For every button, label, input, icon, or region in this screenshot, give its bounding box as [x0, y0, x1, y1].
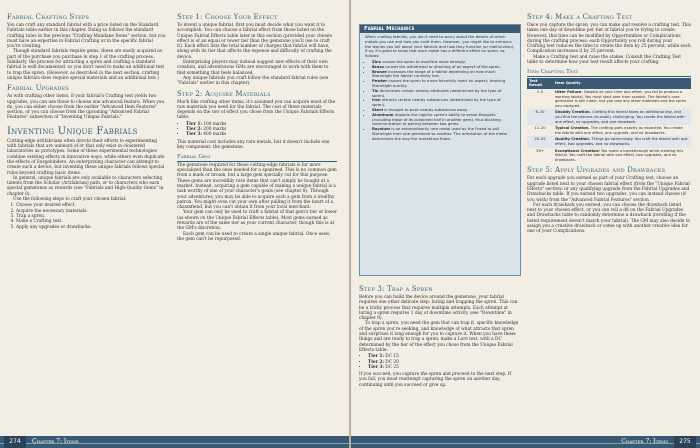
paragraph: Once you capture the spren, you can make and resolve a crafting test. This takes one day of downtime per tier of fabrial you're trying to create. However, this time can be modified by Opportunities or Complications during the crafting process: each Opportunity you roll during your Crafting test reduces the time to create the item by 25 percent, while each Complication increases it by 25 percent.	[527, 23, 691, 55]
sidebar-intro: When crafting fabrials, you don't need to worry about the details of which metals you use and how you craft them. However, you might like to enhance the stories you tell about your fabrials and how they function (or malfunction). If so, it's good to know that each metal has a different effect on spren, as follows:	[365, 34, 515, 59]
list-item: • Bronze increases the range of a fabrial depending on how much Stormlight the fabrial currently has.	[372, 70, 515, 80]
list-item: • Zinc causes the spren to manifest more strongly.	[372, 60, 515, 65]
lore-dc-list	[359, 354, 519, 370]
paragraph: As with crafting other items, if your fabrial's Crafting test yields two upgrades, you can use those to choose one advanced feature. When you do, you can either choose from the earlier "Advanced Item Features" section, or you can choose from the upcoming "Advanced Fabrial Features" subsection of "Inventing Unique Fabrials."	[7, 94, 165, 121]
sidebar-title: Fabrial Mechanics	[360, 25, 520, 33]
paragraph: To trap a spren, you need the gem that can trap it, specific knowledge of the spren you're seeking, and knowledge of what attracts that spren and surprises it long enough for you to capture it. When you have these things and are ready to trap a spren, make a Lore test, with a DC determined by the tier of the effect you chose from the Unique Fabrial Effects table:	[359, 321, 519, 353]
table-row	[527, 148, 691, 164]
paragraph: Enterprising players may instead suggest new effects of their own creation, and adventurous GMs are encouraged to work with them to find something that feels balanced.	[177, 60, 329, 76]
list-item: • Tier 1: DC 15	[368, 354, 519, 359]
table-cell: Shoddy Creation. Crafting this fabrial takes an additional day, and you find the process unusually challenging. You create the fabrial with one effect, no upgrades, and one drawback.	[553, 109, 691, 125]
list-item: 3. Trap a spren.	[16, 214, 167, 219]
fabrial-upgrades-heading: Fabrial Upgrades	[7, 84, 69, 93]
paragraph: Though standard fabrials require gems, these are easily acquired as part of the purchase you purchase in step 1 of the crafting process. Similarly, the process for attracting a spren and crafting a standard fabrial is well documented, so you don't need to make an additional test to trap the spren. (However, as described in the next section, crafting unique fabrials does require special materials and an additional test.)	[7, 49, 165, 81]
left-column-1	[7, 10, 167, 232]
list-item: • Aluminum impacts the captive spren's ability to sense thoughts (including those of its conjoined half in another gem), thus blocking communication or pairing between two gems.	[372, 113, 515, 127]
list-item: • Pewter causes the spren to move forcefully exert an aspect, draining Stormlight quickly.	[372, 79, 515, 89]
paragraph: In general, unique fabrials are only available to characters selecting talents from the Scholar (Artifabrian) path, or to characters who earn special gemstones as rewards (see "Fabrials and High-Quality Gems" in chapter 8).	[7, 175, 164, 197]
fabrial-crafting-steps-heading: Fabrial Crafting Steps	[7, 13, 90, 21]
step3-heading: Step 3: Trap a Spren	[359, 285, 433, 293]
list-item: • Tier 3: 400 marks	[186, 132, 337, 137]
table-header-row	[527, 78, 691, 89]
list-item: • Raysium is an extraordinarily rare metal used by the Fused to pull Stormlight from one gemstone to another. The orientation of the metal determines the way the Investiture flows.	[372, 127, 515, 141]
table-row	[527, 89, 691, 109]
left-page-number: 274	[4, 436, 26, 448]
trap-section	[359, 282, 519, 388]
step4-heading: Step 4: Make a Crafting Test	[527, 13, 633, 21]
list-item: 5. Apply any upgrades or drawbacks.	[16, 225, 167, 230]
list-item: 4. Make a Crafting test.	[16, 219, 167, 224]
paragraph: Much like crafting other items, it's assumed you can acquire most of the raw materials you need for the fabrial. The cost of these materials depends on the tier of effect you chose from the Unique Fabrials Effects table:	[177, 99, 336, 121]
list-item: • Tier 1: 100 marks	[186, 122, 337, 127]
table-row	[527, 136, 691, 147]
list-item: 1. Choose your desired effect.	[16, 203, 167, 208]
material-cost-list	[177, 122, 337, 138]
list-item: • Tier 2: 200 marks	[186, 127, 337, 132]
left-chapter-label: Chapter 7: Items	[32, 438, 79, 445]
table-cell: Typical Creation. The crafting goes exactly as expected. You create the fabrial with one effect, one upgrade, and no drawbacks.	[555, 126, 683, 135]
table-cell: 1–5	[536, 90, 544, 95]
left-page	[0, 0, 349, 448]
inventing-unique-fabrials-heading: Inventing Unique Fabrials	[7, 125, 138, 137]
right-column-2	[527, 10, 691, 235]
step2-heading: Step 2: Acquire Materials	[177, 89, 271, 98]
paragraph: This material cost includes any rare metals, but it doesn't include one key component: the gemstone.	[177, 139, 330, 150]
paragraph: For each upgrade you earned as part of your Crafting test, choose an upgrade listed next to your chosen fabrial effect (from the "Unique Fabrial Effects" section) or any qualifying upgrade from the Fabrial Upgrades and Drawbacks table. If you earned two upgrades, you can instead choose (if you wish) from the "Advanced Fabrial Features" section.	[527, 176, 690, 203]
table-cell: 26+	[536, 148, 544, 153]
left-column-2	[177, 10, 337, 242]
crafting-steps-list	[7, 203, 167, 229]
paragraph: Before you can build the device around the gemstone, your fabrial requires one other delicate step: luring and trapping the spren. This can be a tricky process that requires multiple attempts. Each attempt at luring a spren requires 1 day of downtime activity (see "Downtime" in chapter 9).	[359, 295, 518, 322]
table-row	[527, 109, 691, 125]
metal-effects-list	[365, 60, 515, 142]
paragraph: Cutting-edge artifabrians often devote their efforts to experimenting with fabrials that are unheard of or that only exist in cloistered laboratories as prototypes. Some of these experimental technologies combine existing effects in innovative ways, while others even duplicate the effects of Surgebinders. An enterprising character can attempt to create such a device, but inventing these unique fabrials follows special rules beyond crafting basic items.	[7, 138, 165, 176]
fabrial-gem-heading: Fabrial Gem	[177, 154, 337, 162]
table-cell: 20–25	[527, 136, 553, 147]
paragraph: The gemstone required for these cutting-edge fabrials is far more specialized than the ones needed for a spanreed. This is no common gem from a mark or broam, but a large gem specially cut for this purpose. These gems are incredibly rare items that can't simply be bought at a market. Instead, acquiring a gem capable of making a unique fabrial is a task worthy of one of your character's goals (see chapter 8). Through your adventures, you may be able to acquire such a gem from a wealthy patron. You might even cut your own after pulling it from the heart of a chasmfiend, but you can't obtain it from your local merchant.	[177, 162, 337, 211]
table-cell: 11–20	[534, 126, 546, 131]
fabrial-mechanics-sidebar	[359, 24, 521, 276]
list-item: • Brass causes the withdrawal or dimming of an aspect of the spren.	[372, 65, 515, 70]
paragraph: Each gem can be used to create a single unique fabrial. Once used, the gem can't be repurposed.	[177, 231, 331, 242]
table-cell: 6–10	[527, 109, 553, 125]
paragraph: Your gem can only be used to craft a fabrial of that gem's tier or lower (as shown on the Unique Fabrial Effects table). Most gems earned as rewards are of the same tier as your current character, though this is at the GM's discretion.	[177, 210, 337, 232]
paragraph: If you succeed, you capture the spren and proceed to the next step. If you fail, you must reattempt capturing the spren on another day, continuing until you succeed or give up.	[359, 372, 512, 388]
list-item: • Steel is thought to push nearby substances away.	[372, 108, 515, 113]
table-cell: Utter Failure. Despite all your time and effort, you fail to produce a working fabrial. You must start over from scratch. The fabrial's core gemstone is still intact, but you lose any other materials and the spren you captured.	[555, 90, 687, 108]
table-cell: Quality Creation. Things go swimmingly. You craft the fabrial with one effect, two upgrades, and no drawbacks.	[553, 136, 691, 147]
table-header: Test Result	[527, 78, 553, 89]
step5-heading: Step 5: Apply Upgrades and Drawbacks	[527, 166, 666, 175]
table-header: Item Quality	[553, 78, 691, 89]
right-footer-bar	[351, 436, 700, 448]
paragraph: Any unique fabrials you craft follow the standard fabrial rules (see "Fabrials" earlier in this chapter).	[177, 75, 329, 87]
table-cell: Exceptional Creation! You make a breakthrough while creating this fabrial. You craft the fabrial with one effect, two upgrades, and no drawbacks.	[555, 148, 684, 162]
left-footer-bar	[0, 436, 349, 448]
list-item: • Tier 3: DC 25	[368, 365, 519, 370]
right-page	[351, 0, 700, 448]
sidebar-body	[360, 33, 520, 146]
step1-heading: Step 1: Choose Your Effect	[177, 13, 278, 21]
crafting-test-table	[527, 78, 691, 164]
paragraph: To invent a unique fabrial, first you must decide what you want it to accomplish. You can choose a fabrial effect from those listed on the Unique Fabrial Effects table later in this section (provided your chosen effect is of an equal or lower tier than the gemstone you'll use to craft it). Each effect lists the total number of charges that fabrial will have, along with its tier that affects the expense and difficulty of crafting the device.	[177, 23, 332, 60]
list-item: • Tin diminishes certain nearby attributes (determined by the type of spren).	[372, 89, 515, 99]
paragraph: Use the following steps to craft your chosen fabrial:	[13, 197, 127, 203]
list-item: 2. Acquire the necessary materials.	[16, 209, 167, 214]
list-item: • Iron attracts certain nearby substances (determined by the type of spren).	[372, 98, 515, 108]
list-item: • Tier 2: DC 20	[368, 360, 519, 365]
paragraph: Make a Crafting test and raise the stakes. Consult the Crafting Test table to determine how your test result affects your crafting.	[527, 54, 681, 66]
table-row	[527, 125, 691, 136]
right-chapter-label: Chapter 7: Items	[621, 438, 668, 445]
item-crafting-test-heading: Item Crafting Test	[527, 69, 691, 77]
right-page-number: 275	[674, 436, 696, 448]
paragraph: For each drawback you earned, you can choose the drawback listed next to your chosen effect, or you can roll a d8 on the Fabrial Upgrades and Drawbacks table to randomly determine a drawback (rerolling if the listed requirement doesn't match your fabrial). The GM may also decide to assign you a creative drawback or come up with another creative idea for one of your Complications.	[527, 202, 691, 235]
paragraph: You can craft any standard fabrial with a price listed on the Standard Fabrials table earlier in this chapter. Doing so follows the standard crafting rules in the previous "Crafting Mundane Items" section, but you must have an expertise in Fabrial Crafting or in the specific fabrial you're creating.	[7, 23, 166, 50]
